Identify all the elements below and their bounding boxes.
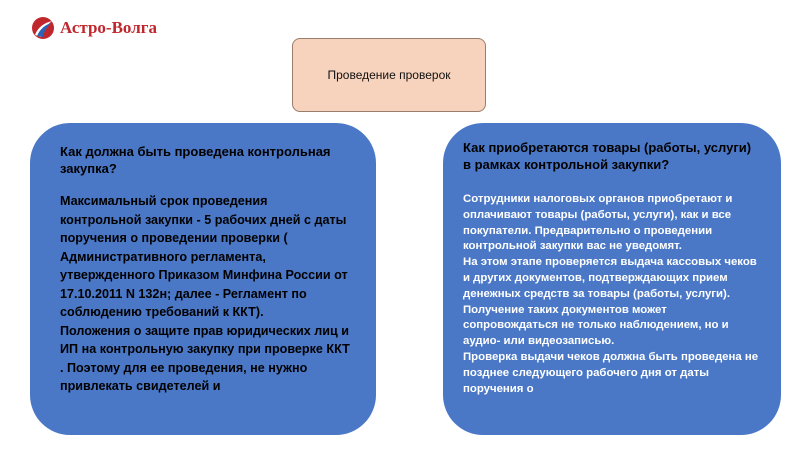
left-card-paragraph: Максимальный срок проведения контрольной закупки - 5 рабочих дней с даты поручения о проведении проверки ( Административного регламента, утвержденного Приказом Минфина России от 17.10.2011 N 132н; далее - Регламент по соблюдению требований к ККТ). [60, 194, 348, 319]
left-card-question: Как должна быть проведена контрольная закупка? [60, 144, 331, 176]
company-logo [30, 10, 157, 46]
section-title-box [292, 38, 486, 112]
left-card-paragraph: Положения о защите прав юридических лиц и ИП на контрольную закупку при проверке ККТ . Поэтому для ее проведения, не нужно привлекать свидетелей и [60, 323, 350, 393]
astro-volga-logo-icon [30, 15, 56, 41]
right-card-paragraph: На этом этапе проверяется выдача кассовых чеков и других документов, подтверждающих прием денежных средств за товары (работы, услуги). Получение таких документов может сопровождаться не только наблюдением, но и аудио- или видеозаписью. [463, 256, 757, 348]
right-card-question: Как приобретаются товары (работы, услуги) в рамках контрольной закупки? [463, 140, 752, 172]
right-card-body [463, 192, 761, 397]
right-card-paragraph: Проверка выдачи чеков должна быть проведена не позднее следующего рабочего дня от даты поручения о [463, 350, 759, 395]
right-info-card [443, 123, 781, 435]
section-title: Проведение проверок [327, 68, 451, 82]
left-card-body [60, 192, 350, 396]
logo-brand-text: Астро-Волга [60, 18, 157, 37]
left-info-card [30, 123, 376, 435]
right-card-paragraph: Сотрудники налоговых органов приобретают и оплачивают товары (работы, услуги), как и все покупатели. Предварительно о проведении контрольной закупки вас не уведомят. [463, 193, 733, 253]
